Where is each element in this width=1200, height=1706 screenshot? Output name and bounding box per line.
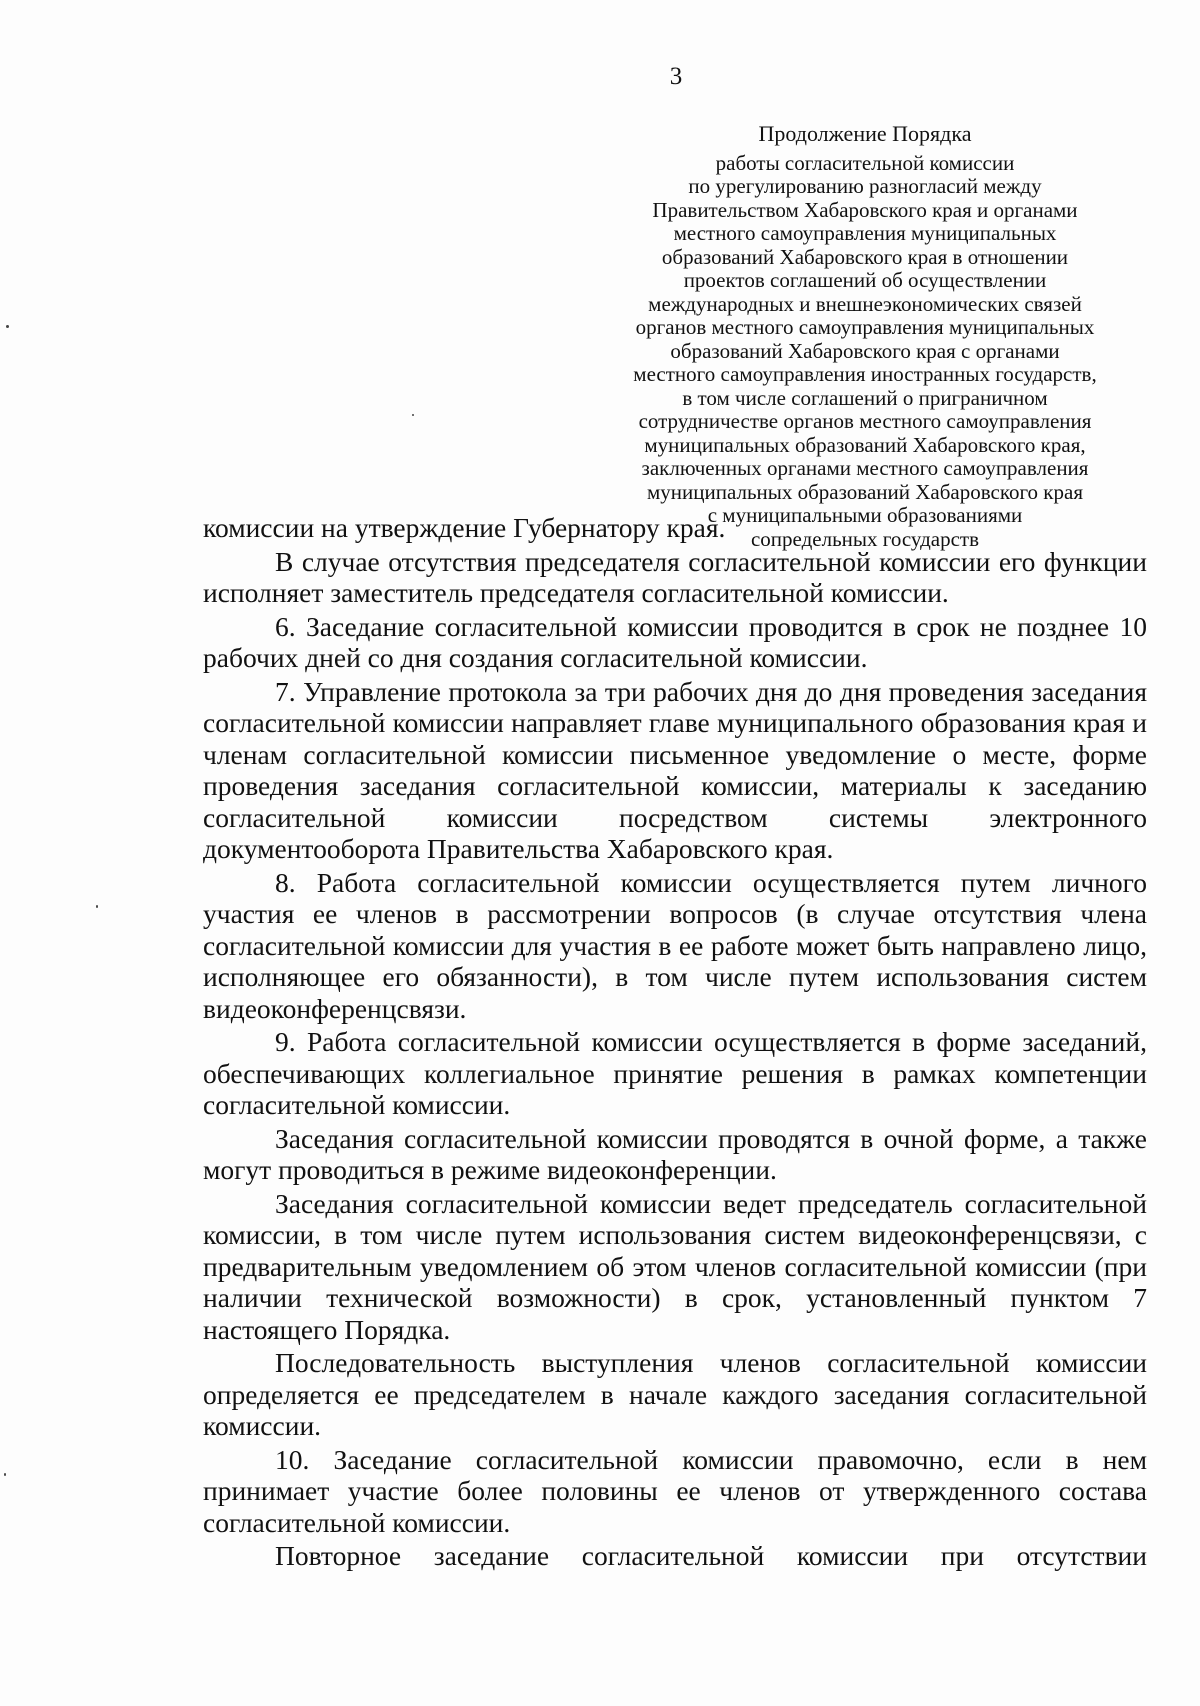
header-line: заключенных органами местного самоуправления [641, 456, 1089, 480]
paragraph: Последовательность выступления членов согласительной комиссии определяется ее председателем в начале каждого заседания согласительной комиссии. [203, 1347, 1147, 1441]
page-number: 3 [669, 63, 683, 90]
header-line: проектов соглашений об осуществлении [683, 268, 1047, 292]
header-line: по урегулированию разногласий между [688, 174, 1042, 198]
header-line: сопредельных государств [750, 526, 980, 551]
paragraph: Заседания согласительной комиссии ведет председатель согласительной комиссии, в том числе путем использования систем видеоконференцсвязи, с предварительным уведомлением об этом членов согласительной комиссии (при наличии технической возможности) в срок, установленный пунктом 7 настоящего Порядка. [203, 1187, 1147, 1345]
header-line: местного самоуправления муниципальных [673, 221, 1057, 245]
paragraph: Повторное заседание согласительной комиссии при отсутствии [275, 1540, 1147, 1571]
header-line: органов местного самоуправления муниципальных [635, 315, 1095, 339]
paragraph: 6. Заседание согласительной комиссии проводится в срок не позднее 10 рабочих дней со дня создания согласительной комиссии. [203, 610, 1147, 673]
header-line: с муниципальными образованиями [707, 503, 1023, 527]
header-line: местного самоуправления иностранных государств, [633, 362, 1097, 386]
paragraph: 8. Работа согласительной комиссии осуществляется путем личного участия ее членов в рассмотрении вопросов (в случае отсутствия члена согласительной комиссии для участия в ее работе может быть направлено лицо, исполняющее его обязанности), в том числе путем использования систем видеоконференцсвязи. [203, 866, 1147, 1024]
header-line: сотрудничестве органов местного самоуправления [638, 409, 1092, 433]
header-line: в том числе соглашений о приграничном [682, 385, 1048, 410]
paragraph: Заседания согласительной комиссии проводятся в очной форме, а также могут проводиться в режиме видеоконференции. [203, 1122, 1147, 1185]
paragraph: 9. Работа согласительной комиссии осуществляется в форме заседаний, обеспечивающих коллегиальное принятие решения в рамках компетенции согласительной комиссии. [203, 1026, 1147, 1120]
header-line: образований Хабаровского края с органами [670, 338, 1060, 363]
paragraph: комиссии на утверждение Губернатору края. [203, 512, 726, 543]
document-header [596, 122, 1134, 551]
paragraph: В случае отсутствия председателя согласительной комиссии его функции исполняет заместитель председателя согласительной комиссии. [203, 545, 1147, 608]
document-body [203, 512, 1147, 1574]
header-line: муниципальных образований Хабаровского края [646, 479, 1083, 504]
header-line: Продолжение Порядка [758, 121, 972, 146]
paragraph: 7. Управление протокола за три рабочих дня до дня проведения заседания согласительной комиссии направляет главе муниципального образования края и членам согласительной комиссии письменное уведомление о месте, форме проведения заседания согласительной комиссии, материалы к заседанию согласительной комиссии посредством системы электронного документооборота Правительства Хабаровского края. [203, 675, 1147, 864]
paragraph: 10. Заседание согласительной комиссии правомочно, если в нем принимает участие более половины ее членов от утвержденного состава согласительной комиссии. [203, 1443, 1147, 1538]
header-line: образований Хабаровского края в отношении [661, 244, 1069, 269]
header-line: Правительством Хабаровского края и органами [652, 197, 1078, 222]
header-line: работы согласительной комиссии [715, 150, 1015, 175]
header-line: международных и внешнеэкономических связей [648, 291, 1082, 316]
header-line: муниципальных образований Хабаровского края, [644, 432, 1086, 457]
